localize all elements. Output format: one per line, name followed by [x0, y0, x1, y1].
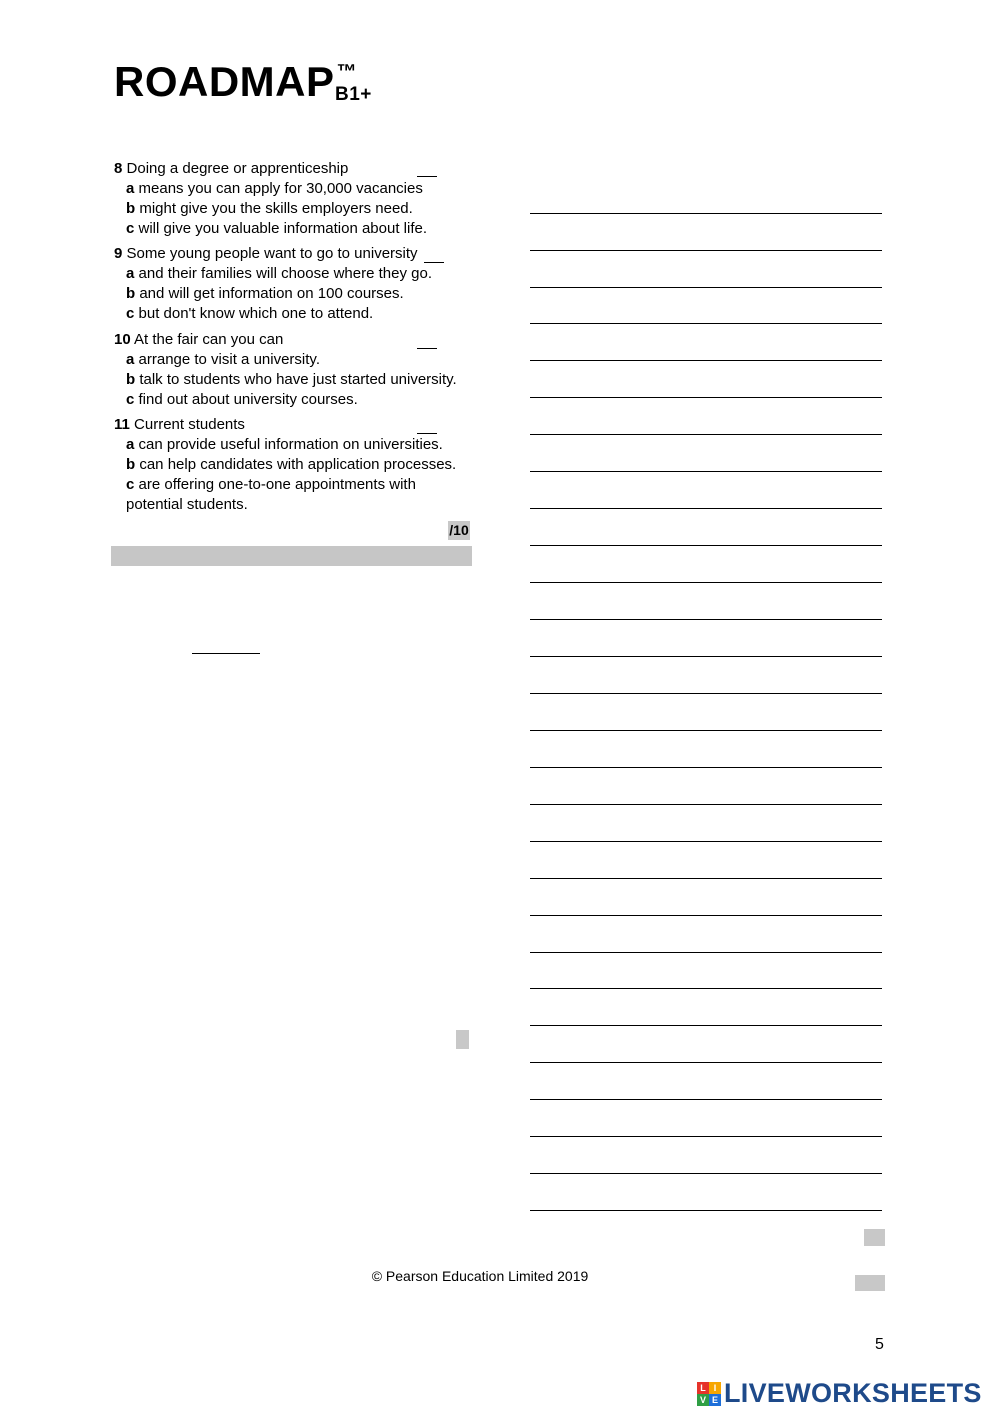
- writing-line[interactable]: [530, 767, 882, 768]
- writing-line[interactable]: [530, 1062, 882, 1063]
- answer-blank-11[interactable]: [417, 420, 437, 434]
- question-stem: Some young people want to go to university: [126, 245, 418, 262]
- option-a: a can provide useful information on universities.: [126, 436, 443, 453]
- writing-line[interactable]: [530, 730, 882, 731]
- writing-line[interactable]: [530, 287, 882, 288]
- option-b: b talk to students who have just started university.: [126, 371, 457, 388]
- writing-line[interactable]: [530, 878, 882, 879]
- liveworksheets-brand: [697, 1378, 982, 1409]
- writing-line[interactable]: [530, 1210, 882, 1211]
- answer-blank-8[interactable]: [417, 163, 437, 177]
- question-stem: Current students: [134, 416, 245, 433]
- option-c: c find out about university courses.: [126, 391, 358, 408]
- writing-line[interactable]: [530, 619, 882, 620]
- option-c-continuation: potential students.: [126, 496, 248, 513]
- question-9: [114, 244, 432, 324]
- writing-line[interactable]: [530, 434, 882, 435]
- writing-line[interactable]: [530, 1136, 882, 1137]
- question-stem: Doing a degree or apprenticeship: [126, 160, 349, 177]
- question-10: [114, 330, 457, 410]
- question-8: [114, 159, 427, 239]
- option-a: a means you can apply for 30,000 vacancies: [126, 180, 423, 197]
- page-number: 5: [875, 1336, 884, 1353]
- option-c: c are offering one-to-one appointments with: [126, 476, 416, 493]
- question-stem: At the fair can you can: [134, 331, 284, 348]
- writing-line[interactable]: [530, 804, 882, 805]
- brand-name: LIVEWORKSHEETS: [724, 1378, 982, 1408]
- short-answer-line: [192, 653, 260, 654]
- question-number: 8: [114, 160, 123, 177]
- writing-line[interactable]: [530, 545, 882, 546]
- question-11: [114, 415, 456, 515]
- level-label: B1+: [335, 84, 372, 105]
- trademark: ™: [336, 61, 357, 83]
- question-number: 9: [114, 245, 123, 262]
- option-a: a arrange to visit a university.: [126, 351, 320, 368]
- question-number: 10: [114, 331, 131, 348]
- writing-line[interactable]: [530, 841, 882, 842]
- answer-blank-10[interactable]: [417, 335, 437, 349]
- title-text: ROADMAP: [114, 58, 335, 105]
- option-c: c will give you valuable information about life.: [126, 220, 428, 237]
- grey-score-box: [864, 1229, 885, 1246]
- writing-line[interactable]: [530, 915, 882, 916]
- writing-line[interactable]: [530, 1173, 882, 1174]
- score-box: /10: [449, 522, 469, 538]
- writing-line[interactable]: [530, 360, 882, 361]
- writing-line[interactable]: [530, 508, 882, 509]
- section-divider-bar: [111, 546, 472, 566]
- writing-line[interactable]: [530, 582, 882, 583]
- writing-line[interactable]: [530, 250, 882, 251]
- liveworksheets-logo-icon: L I V E: [697, 1382, 721, 1406]
- writing-line[interactable]: [530, 471, 882, 472]
- answer-blank-9[interactable]: [424, 249, 444, 263]
- writing-line[interactable]: [530, 397, 882, 398]
- writing-line[interactable]: [530, 693, 882, 694]
- writing-line[interactable]: [530, 323, 882, 324]
- writing-line[interactable]: [530, 656, 882, 657]
- writing-line[interactable]: [530, 213, 882, 214]
- writing-line[interactable]: [530, 1025, 882, 1026]
- option-b: b can help candidates with application processes.: [126, 456, 457, 473]
- option-a: a and their families will choose where they go.: [126, 265, 432, 282]
- option-b: b might give you the skills employers need.: [126, 200, 413, 217]
- writing-line[interactable]: [530, 1099, 882, 1100]
- grey-score-box: [456, 1030, 469, 1049]
- question-number: 11: [114, 416, 130, 433]
- page-title: [114, 58, 372, 106]
- writing-line[interactable]: [530, 952, 882, 953]
- option-b: b and will get information on 100 courses.: [126, 285, 404, 302]
- copyright-notice: © Pearson Education Limited 2019: [371, 1268, 589, 1284]
- writing-line[interactable]: [530, 988, 882, 989]
- option-c: c but don't know which one to attend.: [126, 305, 374, 322]
